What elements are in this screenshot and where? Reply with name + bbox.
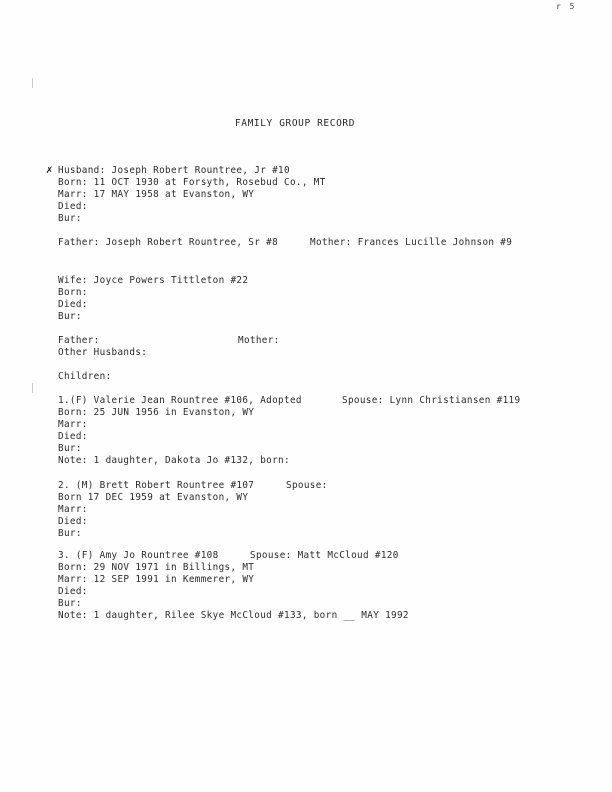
husband-father: Father: Joseph Robert Rountree, Sr #8 <box>58 237 279 248</box>
child-spouse: Spouse: Lynn Christiansen #119 <box>342 395 521 406</box>
wife-bur: Bur: <box>58 311 82 322</box>
document-title: FAMILY GROUP RECORD <box>234 118 356 129</box>
child-note: Note: 1 daughter, Dakota Jo #132, born: <box>58 455 290 466</box>
child-note: Note: 1 daughter, Rilee Skye McCloud #133, born __ MAY 1992 <box>58 610 409 621</box>
page-number-mark: r 5 <box>556 2 577 11</box>
husband-line: Husband: Joseph Robert Rountree, Jr #10 <box>58 165 290 176</box>
child-spouse: Spouse: Matt McCloud #120 <box>250 550 399 561</box>
child-bur: Bur: <box>58 598 82 609</box>
wife-died: Died: <box>58 299 88 310</box>
wife-born: Born: <box>58 287 88 298</box>
child-born: Born: 25 JUN 1956 in Evanston, WY <box>58 407 255 418</box>
child-born: Born: 29 NOV 1971 in Billings, MT <box>58 562 255 573</box>
child-died: Died: <box>58 431 88 442</box>
wife-mother: Mother: <box>238 335 280 346</box>
margin-mark <box>32 78 33 88</box>
child-line: 1.(F) Valerie Jean Rountree #106, Adopted <box>58 395 302 406</box>
child-born: Born 17 DEC 1959 at Evanston, WY <box>58 492 249 503</box>
husband-born: Born: 11 OCT 1930 at Forsyth, Rosebud Co., MT <box>58 177 326 188</box>
husband-died: Died: <box>58 201 88 212</box>
child-line: 3. (F) Amy Jo Rountree #108 <box>58 550 219 561</box>
margin-mark <box>32 383 33 393</box>
wife-father: Father: <box>58 335 100 346</box>
child-bur: Bur: <box>58 443 82 454</box>
child-marr: Marr: 12 SEP 1991 in Kemmerer, WY <box>58 574 255 585</box>
wife-line: Wife: Joyce Powers Tittleton #22 <box>58 275 249 286</box>
child-bur: Bur: <box>58 528 82 539</box>
husband-marr: Marr: 17 MAY 1958 at Evanston, WY <box>58 189 255 200</box>
husband-bur: Bur: <box>58 213 82 224</box>
child-line: 2. (M) Brett Robert Rountree #107 <box>58 480 255 491</box>
child-died: Died: <box>58 516 88 527</box>
child-marr: Marr: <box>58 504 88 515</box>
child-spouse: Spouse: <box>286 480 328 491</box>
children-heading: Children: <box>58 371 112 382</box>
check-mark-icon: ✗ <box>46 163 53 176</box>
child-marr: Marr: <box>58 419 88 430</box>
child-died: Died: <box>58 586 88 597</box>
wife-other-husbands: Other Husbands: <box>58 347 148 358</box>
husband-mother: Mother: Frances Lucille Johnson #9 <box>310 237 513 248</box>
